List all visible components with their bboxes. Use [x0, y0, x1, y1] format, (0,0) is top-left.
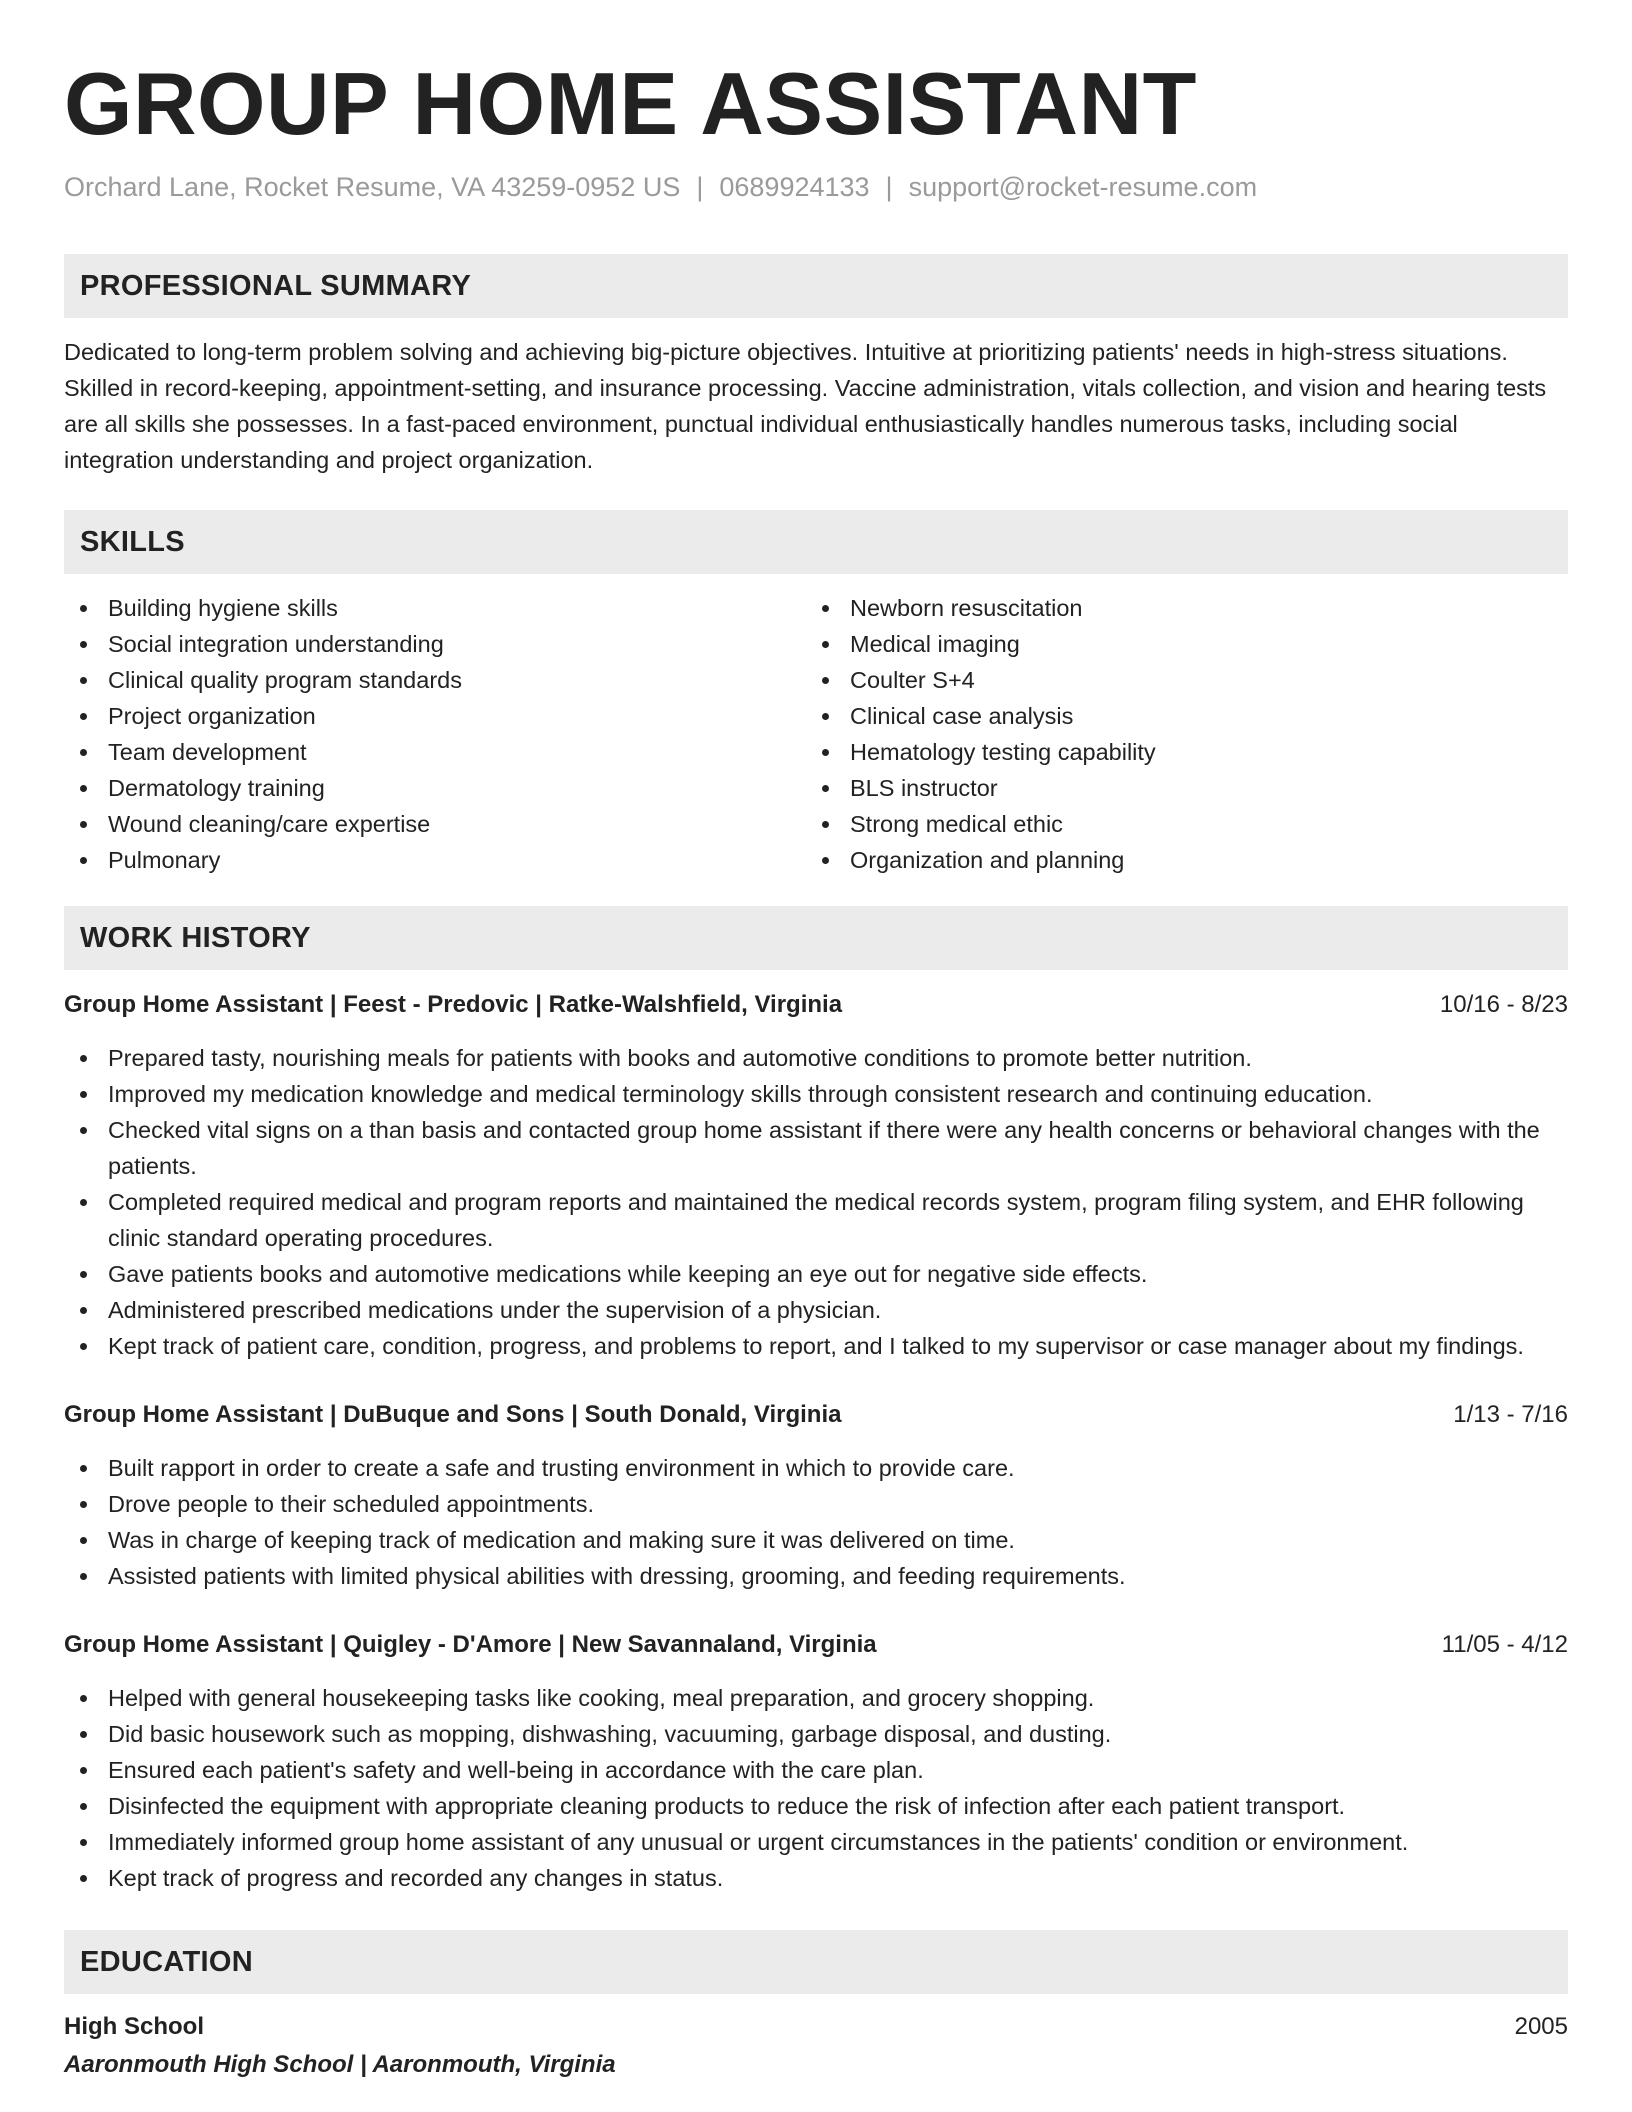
job-bullets	[64, 1450, 1568, 1594]
summary-heading: PROFESSIONAL SUMMARY	[80, 269, 472, 302]
job-bullet: Completed required medical and program reports and maintained the medical records system, program filing system, and EHR following clinic standard operating procedures.	[64, 1184, 1568, 1256]
education-heading: EDUCATION	[80, 1945, 253, 1978]
summary-text: Dedicated to long-term problem solving and achieving big-picture objectives. Intuitive at prioritizing patients' needs in high-stress situations. Skilled in record-keeping, appointment-setting, and insurance processing. Vaccine administration, vitals collection, and vision and hearing tests are all skills she possesses. In a fast-paced environment, punctual individual enthusiastically handles numerous tasks, including social integration understanding and project organization.	[64, 339, 1547, 473]
job-title: Group Home Assistant | Feest - Predovic | Ratke-Walshfield, Virginia	[64, 991, 843, 1018]
summary-section-header	[64, 254, 1568, 318]
skill-item: Building hygiene skills	[64, 590, 806, 626]
contact-email[interactable]: support@rocket-resume.com	[908, 172, 1258, 202]
job-dates: 10/16 - 8/23	[1439, 991, 1568, 1018]
skill-item: Project organization	[64, 698, 806, 734]
job-entry	[64, 988, 1568, 1364]
skill-item: Pulmonary	[64, 842, 806, 878]
education-section-header	[64, 1930, 1568, 1994]
skills-column-right	[806, 590, 1548, 878]
education-degree: High School	[64, 2013, 204, 2040]
skill-item: Social integration understanding	[64, 626, 806, 662]
skill-item: Wound cleaning/care expertise	[64, 806, 806, 842]
education-year: 2005	[1514, 2013, 1568, 2040]
skill-item: Hematology testing capability	[806, 734, 1548, 770]
job-entry	[64, 1398, 1568, 1594]
work-heading: WORK HISTORY	[80, 921, 311, 954]
job-bullet: Drove people to their scheduled appointments.	[64, 1486, 1568, 1522]
job-dates: 11/05 - 4/12	[1441, 1631, 1568, 1658]
skill-item: Strong medical ethic	[806, 806, 1548, 842]
job-bullet: Improved my medication knowledge and medical terminology skills through consistent research and continuing education.	[64, 1076, 1568, 1112]
job-bullet: Assisted patients with limited physical abilities with dressing, grooming, and feeding requirements.	[64, 1558, 1568, 1594]
job-bullet: Kept track of progress and recorded any changes in status.	[64, 1860, 1568, 1896]
skill-item: Team development	[64, 734, 806, 770]
job-header	[64, 1628, 1568, 1662]
education-header	[64, 2010, 1568, 2044]
skill-item: Dermatology training	[64, 770, 806, 806]
job-dates: 1/13 - 7/16	[1453, 1401, 1568, 1428]
resume-page	[64, 0, 1568, 2082]
job-bullet: Did basic housework such as mopping, dishwashing, vacuuming, garbage disposal, and dusting.	[64, 1716, 1568, 1752]
job-bullet: Checked vital signs on a than basis and contacted group home assistant if there were any health concerns or behavioral changes with the patients.	[64, 1112, 1568, 1184]
skills-column-left	[64, 590, 806, 878]
contact-phone: 0689924133	[719, 172, 870, 202]
contact-separator: |	[885, 172, 893, 202]
contact-separator: |	[696, 172, 704, 202]
job-bullet: Built rapport in order to create a safe and trusting environment in which to provide care.	[64, 1450, 1568, 1486]
skills-heading: SKILLS	[80, 525, 185, 558]
work-section-header	[64, 906, 1568, 970]
job-header	[64, 1398, 1568, 1432]
job-bullet: Ensured each patient's safety and well-being in accordance with the care plan.	[64, 1752, 1568, 1788]
skill-item: BLS instructor	[806, 770, 1548, 806]
job-header	[64, 988, 1568, 1022]
skill-item: Clinical case analysis	[806, 698, 1548, 734]
job-bullet: Prepared tasty, nourishing meals for patients with books and automotive conditions to promote better nutrition.	[64, 1040, 1568, 1076]
candidate-name: GROUP HOME ASSISTANT	[64, 54, 1197, 153]
job-bullet: Disinfected the equipment with appropriate cleaning products to reduce the risk of infection after each patient transport.	[64, 1788, 1568, 1824]
skill-item: Medical imaging	[806, 626, 1548, 662]
skills-grid	[64, 590, 1568, 878]
skill-item: Clinical quality program standards	[64, 662, 806, 698]
job-bullet: Helped with general housekeeping tasks like cooking, meal preparation, and grocery shopping.	[64, 1680, 1568, 1716]
job-bullet: Kept track of patient care, condition, progress, and problems to report, and I talked to my supervisor or case manager about my findings.	[64, 1328, 1568, 1364]
job-bullet: Immediately informed group home assistant of any unusual or urgent circumstances in the patients' condition or environment.	[64, 1824, 1568, 1860]
job-bullets	[64, 1040, 1568, 1364]
job-bullet: Gave patients books and automotive medications while keeping an eye out for negative side effects.	[64, 1256, 1568, 1292]
job-title: Group Home Assistant | DuBuque and Sons | South Donald, Virginia	[64, 1401, 842, 1428]
skill-item: Organization and planning	[806, 842, 1548, 878]
contact-address: Orchard Lane, Rocket Resume, VA 43259-0952 US	[64, 172, 681, 202]
skills-section-header	[64, 510, 1568, 574]
skill-item: Newborn resuscitation	[806, 590, 1548, 626]
job-bullet: Administered prescribed medications under the supervision of a physician.	[64, 1292, 1568, 1328]
skill-item: Coulter S+4	[806, 662, 1548, 698]
contact-line	[64, 170, 1568, 204]
education-school: Aaronmouth High School | Aaronmouth, Virginia	[64, 2051, 616, 2078]
job-bullet: Was in charge of keeping track of medication and making sure it was delivered on time.	[64, 1522, 1568, 1558]
job-entry	[64, 1628, 1568, 1896]
job-title: Group Home Assistant | Quigley - D'Amore | New Savannaland, Virginia	[64, 1631, 877, 1658]
job-bullets	[64, 1680, 1568, 1896]
